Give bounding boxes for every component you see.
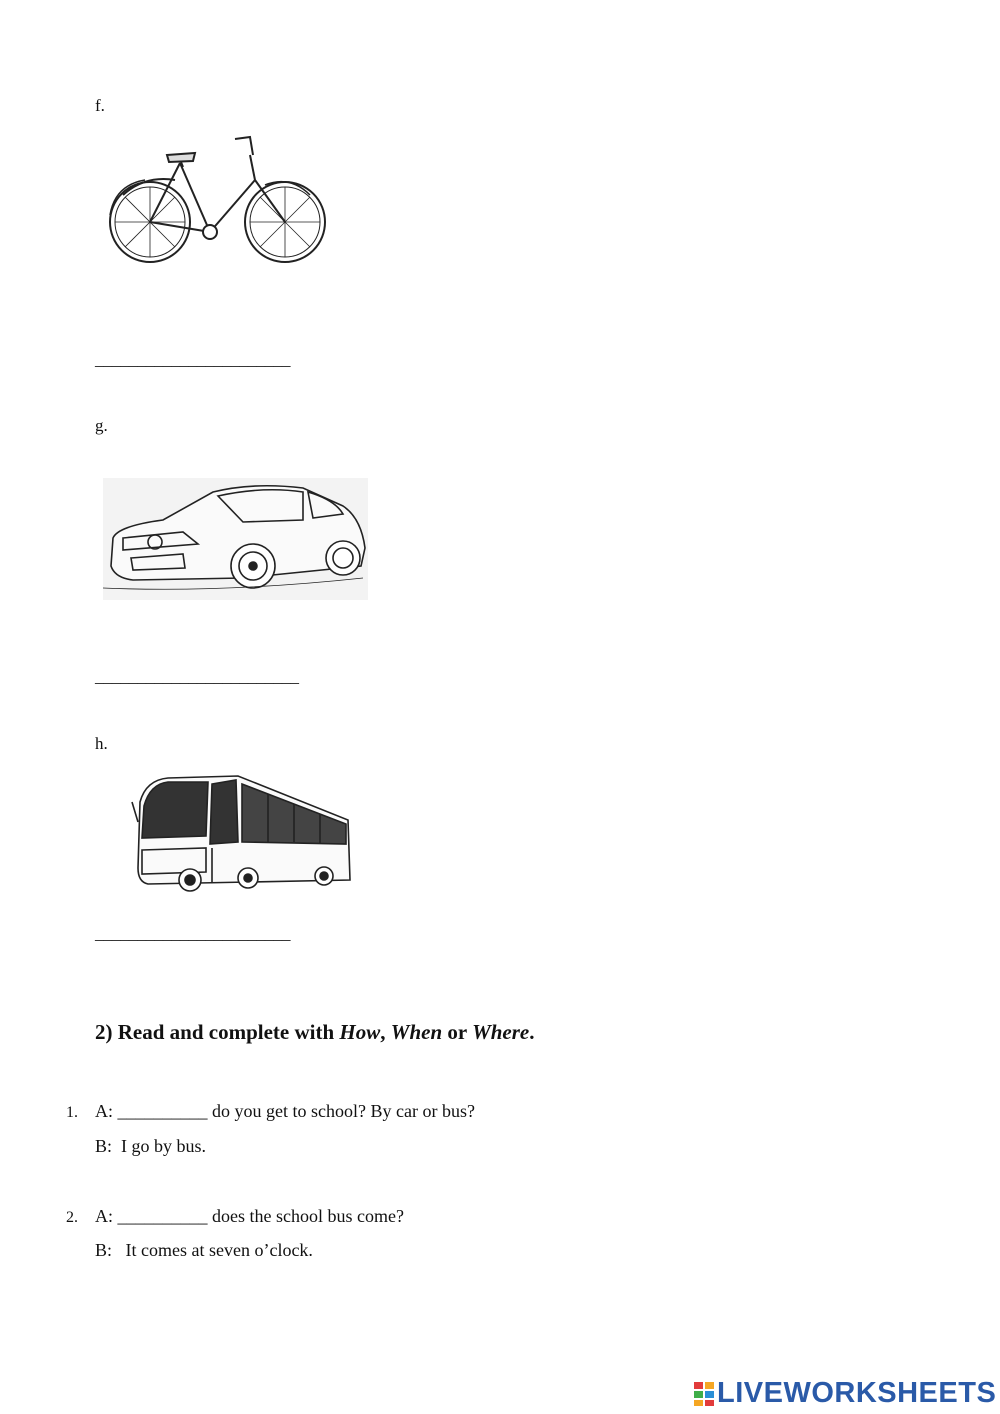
question-2-line-a[interactable]: A: __________ does the school bus come? — [95, 1206, 404, 1226]
bicycle-picture — [105, 125, 335, 270]
question-1-line-a[interactable]: A: __________ do you get to school? By car or bus? — [95, 1101, 475, 1121]
item-letter-g: g. — [95, 416, 108, 435]
bus-icon — [128, 772, 353, 897]
item-letter-h: h. — [95, 734, 108, 753]
section-2-heading — [95, 1020, 535, 1045]
heading-separator: , — [380, 1020, 391, 1044]
liveworksheets-logo-icon — [694, 1382, 714, 1406]
section-number: 2) — [95, 1020, 113, 1044]
car-icon — [103, 478, 368, 600]
question-number: 1. — [66, 1104, 78, 1121]
answer-line-h[interactable]: _______________________ — [95, 924, 291, 943]
bicycle-icon — [105, 125, 335, 270]
logo-text: LIVEWORKSHEETS — [717, 1377, 997, 1409]
answer-line-g[interactable]: ________________________ — [95, 667, 299, 686]
question-number: 2. — [66, 1209, 78, 1226]
heading-period: . — [529, 1020, 535, 1044]
question-1-line-b: B: I go by bus. — [95, 1136, 207, 1156]
heading-word-how: How — [339, 1020, 381, 1044]
question-2-line-b: B: It comes at seven o’clock. — [95, 1240, 313, 1260]
item-letter-f: f. — [95, 96, 105, 115]
answer-line-f[interactable]: _______________________ — [95, 350, 291, 369]
heading-word-when: When — [390, 1020, 443, 1044]
heading-prefix: Read and complete with — [117, 1020, 340, 1044]
heading-separator: or — [442, 1020, 473, 1044]
car-picture — [103, 478, 368, 600]
bus-picture — [128, 772, 353, 897]
heading-word-where: Where — [472, 1020, 530, 1044]
liveworksheets-logo — [694, 1377, 996, 1410]
